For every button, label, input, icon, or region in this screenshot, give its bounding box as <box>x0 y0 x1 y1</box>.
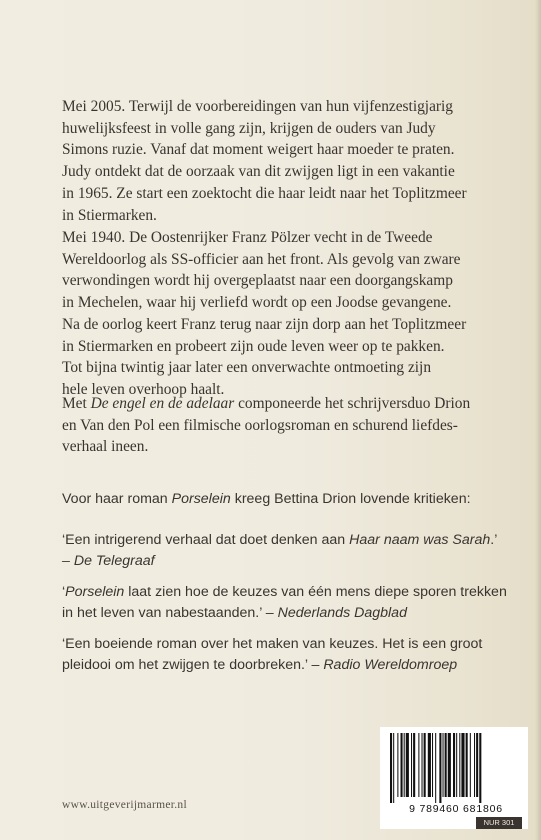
text-line: Wereldoorlog als SS-officier aan het front. Als gevolg van zware <box>62 250 461 268</box>
review-source: Nederlands Dagblad <box>277 605 407 621</box>
barcode-bar <box>404 733 405 797</box>
barcode-bar <box>459 733 460 797</box>
barcode-bar <box>413 733 415 797</box>
text-line <box>62 489 502 510</box>
barcode-bar <box>424 733 426 797</box>
text-line: huwelijksfeest in volle gang zijn, krijgen de ouders van Judy <box>62 119 436 137</box>
text-line <box>62 530 502 551</box>
text-line: en Van den Pol een filmische oorlogsroman en schurend liefdes- <box>62 416 458 434</box>
review-quote-3 <box>62 634 502 676</box>
text-fragment: Met <box>62 395 91 412</box>
barcode-bar <box>448 733 451 797</box>
barcode-bar <box>432 733 433 797</box>
text-fragment: ‘Een intrigerend verhaal dat doet denken aan <box>62 532 350 548</box>
text-fragment: in het leven van nabestaanden.’ – <box>62 605 278 621</box>
synopsis-paragraph-2 <box>62 227 492 401</box>
barcode-bar <box>476 733 478 797</box>
barcode-bar <box>411 733 412 797</box>
text-line: verhaal ineen. <box>62 438 149 456</box>
barcode-graphic <box>386 733 522 803</box>
text-line: Mei 2005. Terwijl de voorbereidingen van hun vijfenzestigjarig <box>62 98 453 115</box>
barcode-bar <box>397 733 398 797</box>
text-fragment: componeerde het schrijversduo Drion <box>234 395 471 412</box>
barcode-bar <box>439 733 441 803</box>
barcode-bar <box>461 733 464 797</box>
text-line: ‘Een boeiende roman over het maken van keuzes. Het is een groot <box>62 636 483 652</box>
barcode-bar <box>445 733 447 797</box>
review-source: Radio Wereldomroep <box>323 657 458 673</box>
nur-code-label: NUR 301 <box>476 817 522 829</box>
text-fragment: laat zien hoe de keuzes van één mens diepe sporen trekken <box>124 584 507 600</box>
text-line: in Stiermarken. <box>62 206 157 224</box>
barcode-bar <box>453 733 455 797</box>
reviews-intro <box>62 489 502 510</box>
barcode-bar <box>418 733 419 797</box>
barcode-bar <box>470 733 471 797</box>
barcode-bar <box>406 733 409 797</box>
isbn-number: 9 789460 681806 <box>409 803 503 815</box>
barcode-bar <box>393 733 394 803</box>
text-line <box>62 393 492 415</box>
book-title: Porselein <box>171 491 231 507</box>
text-line <box>62 551 502 572</box>
text-fragment: pleidooi om het zwijgen te doorbreken.’ – <box>62 657 324 673</box>
text-fragment: kreeg Bettina Drion lovende kritieken: <box>230 491 471 507</box>
barcode-bar <box>428 733 431 797</box>
synopsis-paragraph-1 <box>62 96 492 226</box>
text-line: Tot bijna twintig jaar later een onverwachte ontmoeting zijn <box>62 359 432 377</box>
text-fragment: ‘ <box>62 584 66 600</box>
barcode-bar <box>474 733 475 797</box>
text-line <box>62 582 507 603</box>
text-line: Simons ruzie. Vanaf dat moment weigert haar moeder te praten. <box>62 141 455 159</box>
review-quote-1 <box>62 530 502 572</box>
publisher-website[interactable]: www.uitgeverijmarmer.nl <box>62 799 187 811</box>
text-line <box>62 655 502 676</box>
text-line: in 1965. Ze start een zoektocht die haar leidt naar het Toplitzmeer <box>62 184 467 202</box>
barcode-area <box>380 727 528 829</box>
text-fragment: .’ <box>490 532 498 548</box>
text-line <box>62 603 502 624</box>
barcode-bar <box>422 733 423 797</box>
barcode-bar <box>435 733 436 803</box>
text-line: hele leven overhoop haalt. <box>62 380 225 398</box>
barcode-bar <box>443 733 444 797</box>
text-line: Na de oorlog keert Franz terug naar zijn dorp aan het Toplitzmeer <box>62 315 467 333</box>
barcode-bar <box>479 733 481 803</box>
text-line: verwondingen wordt hij overgeplaatst naar een doorgangskamp <box>62 272 453 290</box>
book-title: Haar naam was Sarah <box>349 532 491 548</box>
text-line: in Mechelen, waar hij verliefd wordt op een Joodse gevangene. <box>62 294 452 312</box>
cover-edge-shadow <box>535 0 541 840</box>
text-fragment: Voor haar roman <box>62 491 172 507</box>
barcode-bar <box>390 733 392 803</box>
barcode-bar <box>466 733 468 797</box>
text-line: Mei 1940. De Oostenrijker Franz Pölzer vecht in de Tweede <box>62 229 433 246</box>
text-line: in Stiermarken en probeert zijn oude leven weer op te pakken. <box>62 337 445 355</box>
synopsis-paragraph-3 <box>62 393 492 458</box>
barcode-bar <box>456 733 457 797</box>
text-line: Judy ontdekt dat de oorzaak van dit zwijgen ligt in een vakantie <box>62 163 455 181</box>
barcode-bar <box>401 733 403 797</box>
book-title: Porselein <box>65 584 125 600</box>
review-source: – De Telegraaf <box>62 553 155 569</box>
book-title: De engel en de adelaar <box>90 395 235 412</box>
review-quote-2 <box>62 582 507 624</box>
